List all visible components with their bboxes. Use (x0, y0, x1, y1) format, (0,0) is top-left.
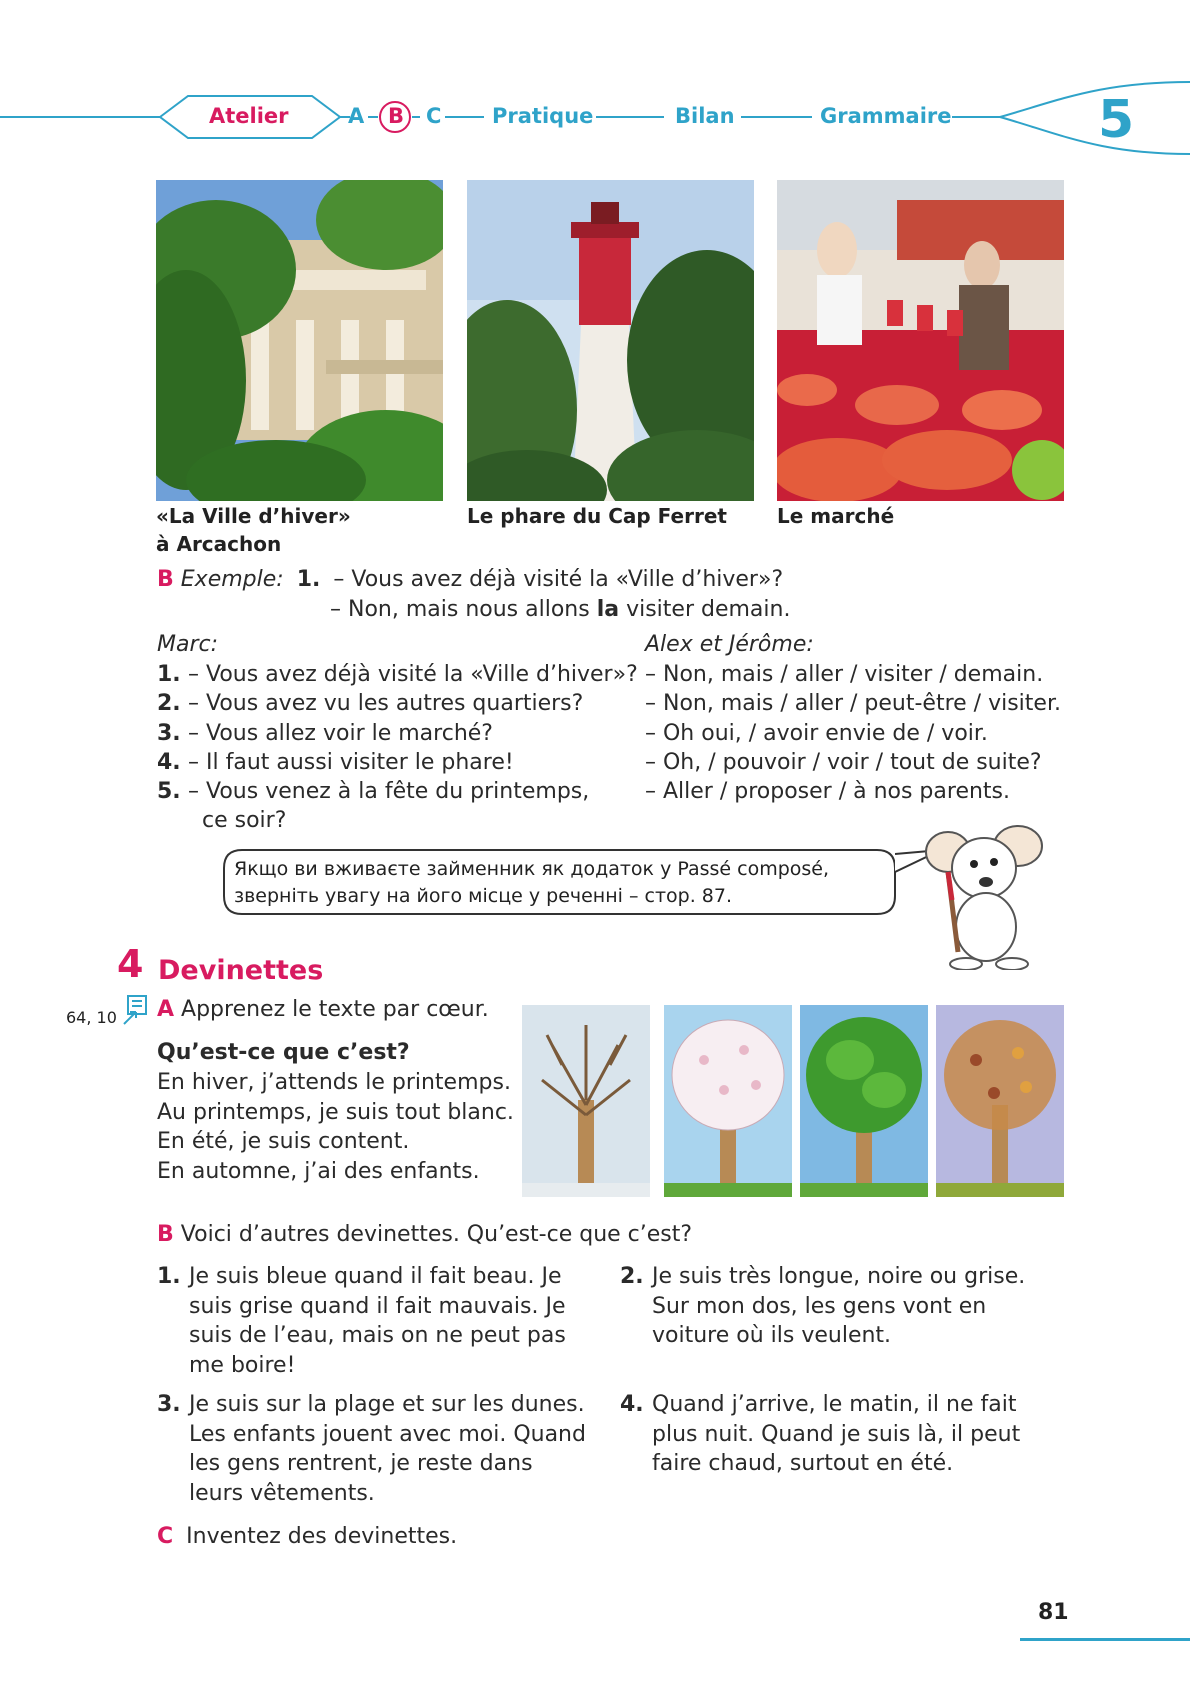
riddle-line: Sur mon dos, les gens vont en (652, 1293, 987, 1319)
example-answer-bold: la (596, 597, 620, 622)
task-letter: C (157, 1524, 174, 1549)
poem-line: En été, je suis content. (157, 1129, 410, 1154)
poem-title: Qu’est-ce que c’est? (157, 1040, 410, 1065)
dialog-row-number: 1. (157, 662, 181, 687)
poem-line: En hiver, j’attends le printemps. (157, 1070, 511, 1095)
dialog-row-question: – Vous venez à la fête du printemps, (188, 779, 590, 805)
riddle-number: 2. (620, 1264, 644, 1289)
section-title: Devinettes (158, 955, 324, 986)
task-text: Voici d’autres devinettes. Qu’est-ce que c’est? (180, 1222, 693, 1247)
footer-rule (1020, 1638, 1190, 1641)
dialog-row-number: 4. (157, 749, 181, 775)
dialog-row-number: 3. (157, 720, 181, 746)
riddle-line: Je suis très longue, noire ou grise. (652, 1264, 1026, 1289)
dialog-row-question: – Vous allez voir le marché? (188, 720, 493, 746)
caption-line: à Arcachon (156, 532, 282, 556)
poem-line: En automne, j’ai des enfants. (157, 1158, 480, 1184)
nav-grammaire[interactable]: Grammaire (820, 104, 952, 128)
exercise-letter: B (157, 567, 174, 592)
task-b (157, 1220, 692, 1249)
dialog-row-answer: – Non, mais / aller / visiter / demain. (645, 662, 1044, 687)
riddle-line: leurs vêtements. (189, 1480, 375, 1506)
example-answer-pre: – Non, mais nous allons (330, 597, 597, 622)
tree-autumn (936, 1005, 1064, 1197)
page-number: 81 (1038, 1600, 1069, 1625)
riddle-line: voiture où ils veulent. (652, 1323, 892, 1348)
riddle-line: Quand j’arrive, le matin, il ne fait (652, 1392, 1017, 1417)
tree-spring (664, 1005, 792, 1197)
riddle-line: me boire! (189, 1352, 296, 1378)
section-number: 4 (117, 942, 144, 986)
riddle-line: Les enfants jouent avec moi. Quand (189, 1421, 586, 1447)
riddle-number: 1. (157, 1264, 181, 1289)
dialog-row-number: 5. (157, 779, 181, 805)
example-answer-post: visiter demain. (619, 597, 791, 622)
dialog-row-answer: – Oh oui, / avoir envie de / voir. (645, 720, 988, 746)
task-letter: A (157, 997, 175, 1022)
column-head-marc: Marc: (157, 632, 219, 657)
dialog-row-question: – Vous avez vu les autres quartiers? (188, 691, 584, 717)
photo-marche (777, 180, 1064, 501)
nav-b-current[interactable]: B (388, 104, 405, 128)
task-letter: B (157, 1222, 174, 1247)
dialog-row-question: – Il faut aussi visiter le phare! (188, 749, 514, 775)
riddle-line: plus nuit. Quand je suis là, il peut (652, 1421, 1021, 1447)
photo-phare-cap-ferret (467, 180, 754, 501)
riddle-line: les gens rentrent, je reste dans (189, 1451, 533, 1476)
riddle-number: 3. (157, 1392, 181, 1417)
dialog-row-answer: – Oh, / pouvoir / voir / tout de suite? (645, 749, 1042, 775)
caption-ville-d-hiver (156, 502, 351, 558)
nav-a[interactable]: A (348, 104, 365, 128)
example-line-2 (330, 595, 790, 624)
riddle-line: Je suis bleue quand il fait beau. Je (189, 1264, 562, 1289)
task-text: Apprenez le texte par cœur. (181, 997, 489, 1022)
dialog-row-answer: – Aller / proposer / à nos parents. (645, 779, 1010, 805)
tip-line: зверніть увагу на його місце у реченні – стор. 87. (234, 885, 732, 907)
nav-atelier[interactable]: Atelier (209, 104, 289, 128)
poem-line: Au printemps, je suis tout blanc. (157, 1099, 514, 1125)
photo-ville-d-hiver (156, 180, 443, 501)
riddle-line: faire chaud, surtout en été. (652, 1451, 954, 1476)
nav-pratique[interactable]: Pratique (492, 104, 594, 128)
example-number: 1. (296, 567, 321, 592)
chapter-number: 5 (1098, 90, 1135, 150)
example-line-1 (157, 565, 783, 594)
dialog-row-answer: – Non, mais / aller / peut-être / visiter. (645, 691, 1061, 717)
task-text: Inventez des devinettes. (186, 1524, 458, 1549)
example-label: Exemple: (180, 567, 284, 592)
dialog-row-number: 2. (157, 691, 181, 717)
grammar-tip (234, 856, 829, 910)
mascot-mouse-icon (918, 822, 1054, 970)
caption-phare: Le phare du Cap Ferret (467, 504, 727, 528)
task-a (157, 995, 489, 1024)
audio-track-ref: 64, 10 (66, 1008, 117, 1027)
audio-icon[interactable] (122, 994, 148, 1026)
dialog-row-5-continued: ce soir? (202, 808, 287, 833)
tree-winter (522, 1005, 650, 1197)
nav-bilan[interactable]: Bilan (675, 104, 735, 128)
caption-marche: Le marché (777, 504, 895, 528)
riddle-line: suis de l’eau, mais on ne peut pas (189, 1323, 566, 1348)
dialog-row-question: – Vous avez déjà visité la «Ville d’hiver»? (188, 662, 638, 687)
example-question: – Vous avez déjà visité la «Ville d’hiver»? (333, 567, 784, 592)
caption-line: «La Ville d’hiver» (156, 504, 351, 528)
riddle-line: Je suis sur la plage et sur les dunes. (189, 1392, 585, 1417)
nav-c[interactable]: C (426, 104, 442, 128)
column-head-alex-jerome: Alex et Jérôme: (645, 632, 814, 657)
riddle-line: suis grise quand il fait mauvais. Je (189, 1293, 566, 1319)
task-c (157, 1522, 457, 1551)
riddle-number: 4. (620, 1392, 644, 1417)
tree-summer (800, 1005, 928, 1197)
tip-line: Якщо ви вживаєте займенник як додаток у Passé composé, (234, 858, 830, 880)
chapter-navigation-bar (0, 70, 1190, 170)
